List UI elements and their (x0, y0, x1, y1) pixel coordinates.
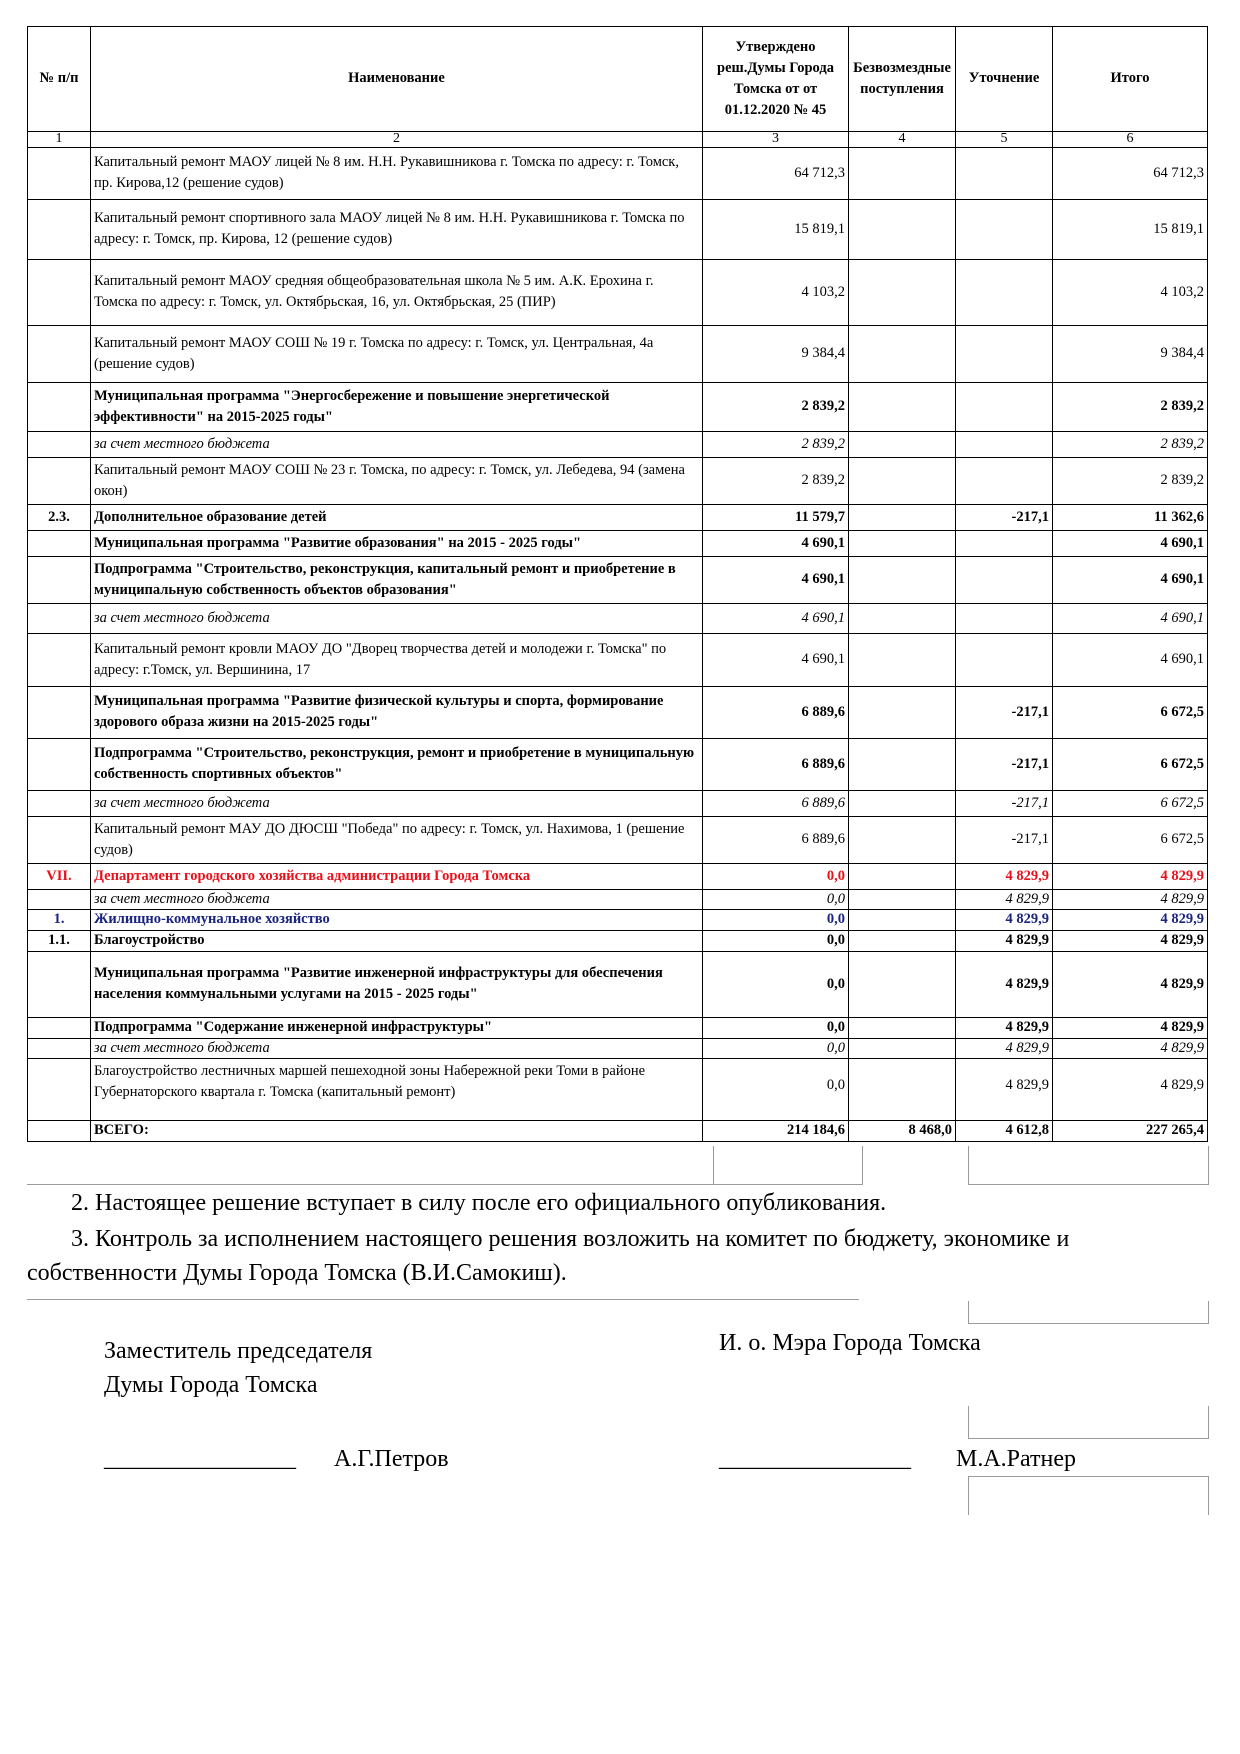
table-row (28, 738, 1208, 790)
row-free (849, 1059, 956, 1121)
row-name: Капитальный ремонт МАУ ДО ДЮСШ "Победа" по адресу: г. Томск, ул. Нахимова, 1 (решение судов) (91, 816, 703, 863)
row-name: за счет местного бюджета (91, 603, 703, 633)
header-approved: Утверждено реш.Думы Города Томска от от 01.12.2020 № 45 (703, 27, 849, 132)
table-row (28, 431, 1208, 457)
row-num: VII. (28, 863, 91, 889)
row-free (849, 147, 956, 199)
row-free (849, 863, 956, 889)
row-free (849, 504, 956, 530)
header-clarification: Уточнение (956, 27, 1053, 132)
row-name: за счет местного бюджета (91, 1038, 703, 1058)
header-row (28, 27, 1208, 132)
ghost-line (27, 1299, 859, 1300)
row-free (849, 199, 956, 259)
row-free (849, 530, 956, 556)
signature-left-line: ________________ (104, 1446, 296, 1472)
header-total: Итого (1053, 27, 1208, 132)
row-approved: 6 889,6 (703, 816, 849, 863)
row-free (849, 259, 956, 325)
row-approved: 6 889,6 (703, 790, 849, 816)
row-approved: 0,0 (703, 931, 849, 952)
row-clarification: 4 829,9 (956, 889, 1053, 909)
row-num (28, 686, 91, 738)
budget-table (27, 26, 1208, 1142)
row-name: Капитальный ремонт спортивного зала МАОУ лицей № 8 им. Н.Н. Рукавишникова г. Томска по адресу: г. Томск, пр. Кирова, 12 (решение судов) (91, 199, 703, 259)
paragraph-3: 3. Контроль за исполнением настоящего решения возложить на комитет по бюджету, экономике и собственности Думы Города Томска (В.И.Самокиш). (27, 1226, 1070, 1286)
row-approved: 2 839,2 (703, 457, 849, 504)
row-num (28, 951, 91, 1017)
row-clarification: -217,1 (956, 504, 1053, 530)
row-num (28, 530, 91, 556)
row-clarification: 4 829,9 (956, 1059, 1053, 1121)
row-approved: 0,0 (703, 951, 849, 1017)
table-row (28, 603, 1208, 633)
col-number: 2 (91, 132, 703, 148)
row-free (849, 951, 956, 1017)
row-name: Благоустройство лестничных маршей пешеходной зоны Набережной реки Томи в районе Губернаторского квартала г. Томска (капитальный ремонт) (91, 1059, 703, 1121)
table-row (28, 199, 1208, 259)
col-number: 3 (703, 132, 849, 148)
row-clarification: -217,1 (956, 686, 1053, 738)
row-approved: 64 712,3 (703, 147, 849, 199)
row-clarification: -217,1 (956, 790, 1053, 816)
row-approved: 4 690,1 (703, 603, 849, 633)
row-num (28, 1059, 91, 1121)
row-name: Капитальный ремонт МАОУ средняя общеобразовательная школа № 5 им. А.К. Ерохина г. Томска по адресу: г. Томск, ул. Октябрьская, 16, ул. Октябрьская, 25 (ПИР) (91, 259, 703, 325)
header-num: № п/п (28, 27, 91, 132)
row-clarification: 4 829,9 (956, 910, 1053, 931)
row-approved: 0,0 (703, 889, 849, 909)
row-approved: 4 103,2 (703, 259, 849, 325)
row-clarification: 4 829,9 (956, 931, 1053, 952)
row-clarification: -217,1 (956, 816, 1053, 863)
row-name: Капитальный ремонт МАОУ лицей № 8 им. Н.Н. Рукавишникова г. Томска по адресу: г. Томск, пр. Кирова,12 (решение судов) (91, 147, 703, 199)
col-number: 5 (956, 132, 1053, 148)
row-num (28, 738, 91, 790)
row-clarification (956, 199, 1053, 259)
row-clarification (956, 633, 1053, 686)
row-free (849, 382, 956, 431)
row-free (849, 790, 956, 816)
total-free: 8 468,0 (849, 1121, 956, 1142)
row-name: Подпрограмма "Строительство, реконструкция, ремонт и приобретение в муниципальную собственность спортивных объектов" (91, 738, 703, 790)
row-name: Департамент городского хозяйства администрации Города Томска (91, 863, 703, 889)
row-clarification (956, 556, 1053, 603)
table-row (28, 325, 1208, 382)
row-name: Жилищно-коммунальное хозяйство (91, 910, 703, 931)
row-total: 11 362,6 (1053, 504, 1208, 530)
row-free (849, 325, 956, 382)
header-name: Наименование (91, 27, 703, 132)
table-row (28, 1038, 1208, 1058)
row-name: за счет местного бюджета (91, 889, 703, 909)
row-approved: 0,0 (703, 1059, 849, 1121)
row-free (849, 738, 956, 790)
row-total: 4 829,9 (1053, 910, 1208, 931)
row-approved: 15 819,1 (703, 199, 849, 259)
row-approved: 4 690,1 (703, 530, 849, 556)
row-name: за счет местного бюджета (91, 431, 703, 457)
row-name: Капитальный ремонт МАОУ СОШ № 19 г. Томска по адресу: г. Томск, ул. Центральная, 4а (решение судов) (91, 325, 703, 382)
row-num (28, 382, 91, 431)
row-name: Капитальный ремонт кровли МАОУ ДО "Дворец творчества детей и молодежи г. Томска" по адресу: г.Томск, ул. Вершинина, 17 (91, 633, 703, 686)
row-total: 6 672,5 (1053, 790, 1208, 816)
row-total: 4 829,9 (1053, 889, 1208, 909)
column-numbers-row (28, 132, 1208, 148)
row-clarification: 4 829,9 (956, 1038, 1053, 1058)
row-total: 6 672,5 (1053, 738, 1208, 790)
row-num: 1.1. (28, 931, 91, 952)
row-free (849, 931, 956, 952)
row-name: Муниципальная программа "Энергосбережение и повышение энергетической эффективности" на 2015-2025 годы" (91, 382, 703, 431)
col-number: 6 (1053, 132, 1208, 148)
row-name: Муниципальная программа "Развитие инженерной инфраструктуры для обеспечения населения коммунальными услугами на 2015 - 2025 годы" (91, 951, 703, 1017)
row-num (28, 1017, 91, 1038)
row-num (28, 147, 91, 199)
row-total: 4 829,9 (1053, 1038, 1208, 1058)
table-row (28, 556, 1208, 603)
table-row (28, 863, 1208, 889)
row-num (28, 431, 91, 457)
ghost-cell (968, 1476, 1209, 1515)
row-total: 6 672,5 (1053, 686, 1208, 738)
row-total: 4 829,9 (1053, 863, 1208, 889)
row-free (849, 457, 956, 504)
row-approved: 2 839,2 (703, 431, 849, 457)
signature-left-title-2: Думы Города Томска (104, 1372, 318, 1398)
row-name: за счет местного бюджета (91, 790, 703, 816)
row-num (28, 633, 91, 686)
row-name: Благоустройство (91, 931, 703, 952)
row-total: 2 839,2 (1053, 382, 1208, 431)
table-row (28, 931, 1208, 952)
row-clarification: -217,1 (956, 738, 1053, 790)
row-approved: 4 690,1 (703, 633, 849, 686)
row-num (28, 259, 91, 325)
row-num (28, 1038, 91, 1058)
row-clarification: 4 829,9 (956, 951, 1053, 1017)
row-clarification (956, 147, 1053, 199)
total-approved: 214 184,6 (703, 1121, 849, 1142)
table-row (28, 790, 1208, 816)
col-number: 4 (849, 132, 956, 148)
row-approved: 0,0 (703, 1017, 849, 1038)
row-clarification (956, 431, 1053, 457)
table-row (28, 1017, 1208, 1038)
row-name: Подпрограмма "Строительство, реконструкция, капитальный ремонт и приобретение в муниципальную собственность объектов образования" (91, 556, 703, 603)
total-total: 227 265,4 (1053, 1121, 1208, 1142)
row-free (849, 556, 956, 603)
row-total: 15 819,1 (1053, 199, 1208, 259)
ghost-cell (968, 1301, 1209, 1324)
total-row (28, 1121, 1208, 1142)
paragraph-2: 2. Настоящее решение вступает в силу после его официального опубликования. (71, 1190, 887, 1216)
row-total: 6 672,5 (1053, 816, 1208, 863)
signature-right-line: ________________ (719, 1446, 911, 1472)
row-name: Муниципальная программа "Развитие физической культуры и спорта, формирование здорового образа жизни на 2015-2025 годы" (91, 686, 703, 738)
row-approved: 6 889,6 (703, 686, 849, 738)
row-total: 4 690,1 (1053, 556, 1208, 603)
row-name: Капитальный ремонт МАОУ СОШ № 23 г. Томска, по адресу: г. Томск, ул. Лебедева, 94 (замена окон) (91, 457, 703, 504)
row-num: 2.3. (28, 504, 91, 530)
signature-left-name: А.Г.Петров (334, 1446, 449, 1472)
row-total: 4 829,9 (1053, 1017, 1208, 1038)
row-approved: 4 690,1 (703, 556, 849, 603)
ghost-line (27, 1184, 713, 1185)
table-row (28, 382, 1208, 431)
row-free (849, 1017, 956, 1038)
ghost-cell (968, 1146, 1209, 1185)
table-row (28, 633, 1208, 686)
row-clarification (956, 457, 1053, 504)
table-row (28, 457, 1208, 504)
row-clarification: 4 829,9 (956, 863, 1053, 889)
row-total: 2 839,2 (1053, 457, 1208, 504)
row-approved: 0,0 (703, 863, 849, 889)
row-approved: 0,0 (703, 1038, 849, 1058)
row-free (849, 889, 956, 909)
row-num (28, 556, 91, 603)
row-clarification: 4 829,9 (956, 1017, 1053, 1038)
table-row (28, 147, 1208, 199)
table-row (28, 1059, 1208, 1121)
total-label: ВСЕГО: (91, 1121, 703, 1142)
row-num (28, 325, 91, 382)
row-approved: 0,0 (703, 910, 849, 931)
row-free (849, 431, 956, 457)
row-num (28, 603, 91, 633)
table-row (28, 259, 1208, 325)
row-free (849, 816, 956, 863)
row-clarification (956, 325, 1053, 382)
row-total: 4 829,9 (1053, 1059, 1208, 1121)
signature-right-name: М.А.Ратнер (956, 1446, 1077, 1472)
row-total: 4 103,2 (1053, 259, 1208, 325)
row-total: 4 829,9 (1053, 951, 1208, 1017)
table-row (28, 686, 1208, 738)
row-name: Подпрограмма "Содержание инженерной инфраструктуры" (91, 1017, 703, 1038)
signature-right-title: И. о. Мэра Города Томска (719, 1330, 981, 1356)
row-total: 4 690,1 (1053, 603, 1208, 633)
col-number: 1 (28, 132, 91, 148)
row-approved: 2 839,2 (703, 382, 849, 431)
row-num: 1. (28, 910, 91, 931)
table-row (28, 889, 1208, 909)
ghost-cell (713, 1146, 863, 1185)
row-total: 64 712,3 (1053, 147, 1208, 199)
row-free (849, 603, 956, 633)
row-name: Дополнительное образование детей (91, 504, 703, 530)
row-approved: 11 579,7 (703, 504, 849, 530)
row-num (28, 816, 91, 863)
row-total: 2 839,2 (1053, 431, 1208, 457)
table-row (28, 910, 1208, 931)
row-free (849, 686, 956, 738)
row-clarification (956, 259, 1053, 325)
row-num (28, 457, 91, 504)
row-total: 4 829,9 (1053, 931, 1208, 952)
table-row (28, 530, 1208, 556)
table-row (28, 816, 1208, 863)
signature-left-title-1: Заместитель председателя (104, 1338, 373, 1364)
row-num (28, 199, 91, 259)
row-name: Муниципальная программа "Развитие образования" на 2015 - 2025 годы" (91, 530, 703, 556)
row-num (28, 889, 91, 909)
row-num (28, 1121, 91, 1142)
row-clarification (956, 603, 1053, 633)
row-clarification (956, 530, 1053, 556)
row-free (849, 910, 956, 931)
row-num (28, 790, 91, 816)
row-total: 9 384,4 (1053, 325, 1208, 382)
table-row (28, 951, 1208, 1017)
row-total: 4 690,1 (1053, 530, 1208, 556)
row-free (849, 1038, 956, 1058)
row-approved: 6 889,6 (703, 738, 849, 790)
total-clarification: 4 612,8 (956, 1121, 1053, 1142)
row-clarification (956, 382, 1053, 431)
ghost-cell (968, 1406, 1209, 1439)
row-free (849, 633, 956, 686)
header-free: Безвозмездные поступления (849, 27, 956, 132)
table-row (28, 504, 1208, 530)
row-total: 4 690,1 (1053, 633, 1208, 686)
row-approved: 9 384,4 (703, 325, 849, 382)
